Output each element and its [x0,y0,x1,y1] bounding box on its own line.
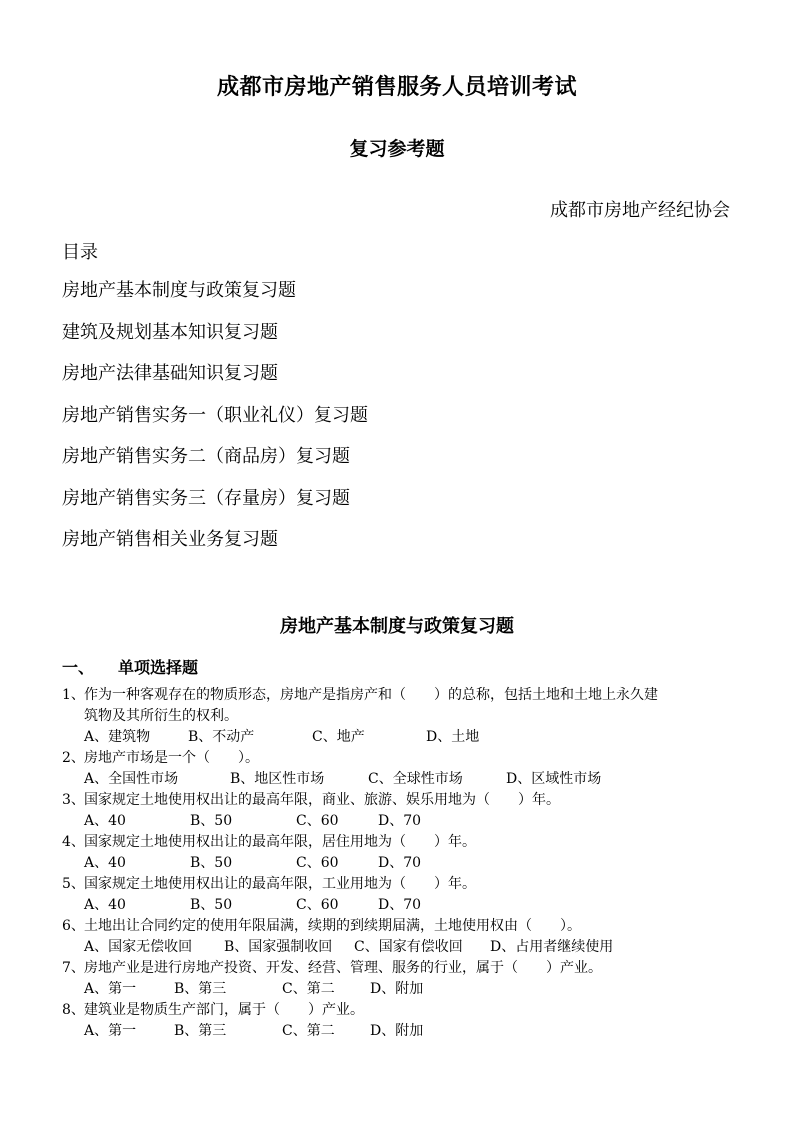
toc-item: 房地产销售实务二（商品房）复习题 [62,446,350,467]
option-c: C、60 [296,897,339,913]
question-number: 5、 [62,876,85,892]
question-text: 房地产市场是一个（ ）。 [84,750,259,766]
option-c: C、60 [296,813,339,829]
question-number: 7、 [62,960,85,976]
option-c: C、地产 [312,729,365,745]
question-text: 建筑业是物质生产部门，属于（ ）产业。 [84,1002,364,1018]
toc-item: 房地产销售实务一（职业礼仪）复习题 [62,404,368,426]
option-a: A、40 [84,897,126,913]
question-text: 国家规定土地使用权出让的最高年限，居住用地为（ ）年。 [84,834,476,850]
option-a: A、全国性市场 [84,771,179,787]
toc-item: 房地产基本制度与政策复习题 [62,280,296,301]
option-d: D、附加 [370,981,424,997]
question-item [62,916,752,958]
question-number: 6、 [62,918,85,934]
question-text: 房地产业是进行房地产投资、开发、经营、管理、服务的行业，属于（ ）产业。 [84,960,602,976]
option-d: D、占用者继续使用 [490,939,614,955]
question-text: 土地出让合同约定的使用年限届满，续期的到续期届满，土地使用权由（ ）。 [84,918,581,934]
question-number: 3、 [62,792,85,808]
question-item [62,790,752,832]
question-options [62,811,752,832]
toc-heading: 目录 [62,242,98,263]
option-b: B、50 [190,897,233,913]
option-a: A、建筑物 [84,729,151,745]
option-b: B、第三 [174,1023,227,1039]
question-item [62,832,752,874]
question-item [62,958,752,1000]
option-b: B、第三 [174,981,227,997]
part-heading [62,655,198,678]
question-text: 国家规定土地使用权出让的最高年限，工业用地为（ ）年。 [84,876,476,892]
question-text-continued: 筑物及其所衍生的权利。 [84,708,238,724]
question-options [62,1021,752,1042]
option-c: C、全球性市场 [368,771,463,787]
option-b: B、不动产 [188,729,255,745]
option-b: B、50 [190,855,233,871]
question-options [62,727,752,748]
table-of-contents [62,279,368,570]
question-item [62,1000,752,1042]
question-number: 8、 [62,1002,85,1018]
option-c: C、第二 [282,1023,335,1039]
question-list [62,685,752,1042]
question-text: 作为一种客观存在的物质形态，房地产是指房产和（ ）的总称，包括土地和土地上永久建 [84,687,658,703]
question-options [62,895,752,916]
question-item [62,748,752,790]
toc-item: 建筑及规划基本知识复习题 [62,321,278,343]
document-title: 成都市房地产销售服务人员培训考试 [216,74,577,100]
toc-item: 房地产销售相关业务复习题 [62,529,278,550]
question-number: 2、 [62,750,85,766]
question-options [62,853,752,874]
question-item [62,685,752,748]
option-d: D、70 [378,897,422,913]
option-c: C、国家有偿收回 [354,939,463,955]
option-a: A、国家无偿收回 [84,939,193,955]
option-b: B、50 [190,813,233,829]
option-d: D、附加 [370,1023,424,1039]
document-subtitle: 复习参考题 [349,138,445,160]
option-c: C、第二 [282,981,335,997]
organization-name: 成都市房地产经纪协会 [550,200,730,221]
part-title: 单项选择题 [118,658,199,677]
option-d: D、区域性市场 [506,771,602,787]
question-text: 国家规定土地使用权出让的最高年限，商业、旅游、娱乐用地为（ ）年。 [84,792,560,808]
option-a: A、第一 [84,981,137,997]
option-b: B、国家强制收回 [224,939,333,955]
option-d: D、土地 [426,729,480,745]
section-title: 房地产基本制度与政策复习题 [280,616,514,637]
option-a: A、40 [84,813,126,829]
option-c: C、60 [296,855,339,871]
toc-item: 房地产法律基础知识复习题 [62,363,278,384]
option-a: A、40 [84,855,126,871]
question-options [62,937,752,958]
question-number: 4、 [62,834,85,850]
option-b: B、地区性市场 [230,771,325,787]
part-number: 一、 [62,658,95,677]
question-options [62,769,752,790]
option-a: A、第一 [84,1023,137,1039]
question-options [62,979,752,1000]
question-number: 1、 [62,687,85,703]
question-item [62,874,752,916]
toc-item: 房地产销售实务三（存量房）复习题 [62,487,350,509]
option-d: D、70 [378,813,422,829]
option-d: D、70 [378,855,422,871]
